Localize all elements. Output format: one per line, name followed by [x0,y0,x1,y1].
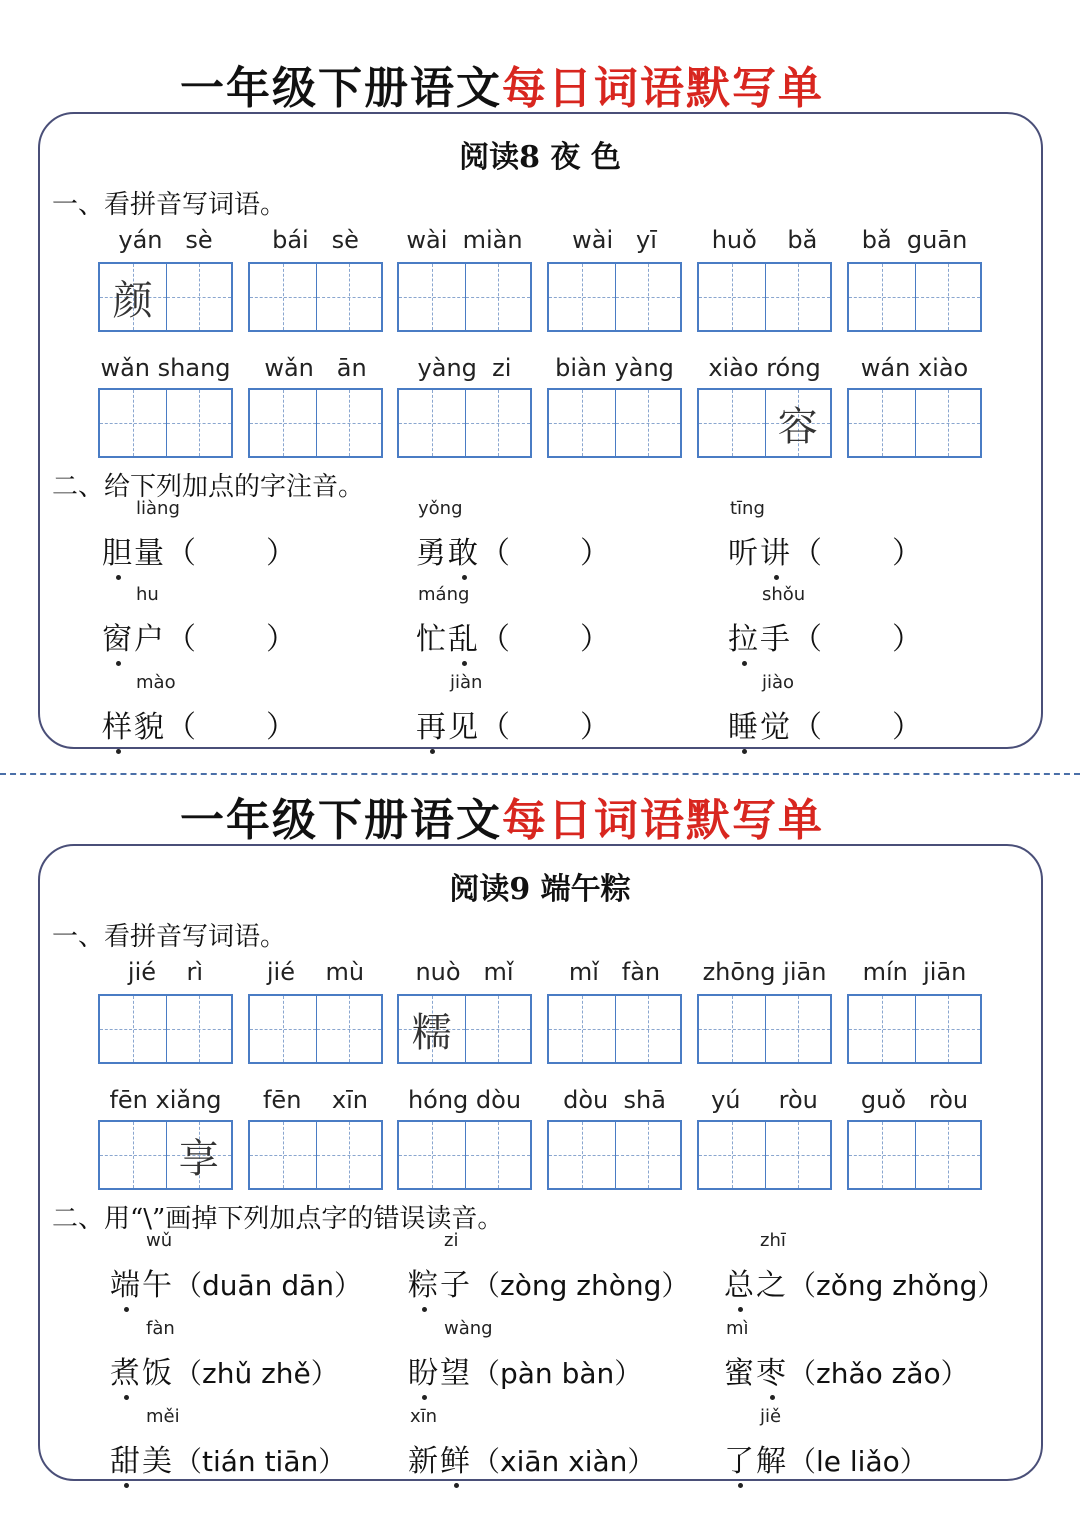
writing-grid[interactable] [248,388,383,458]
word-character: 貌 [134,710,166,745]
pinyin-label: wài yī [572,226,657,254]
writing-cell[interactable] [250,390,316,456]
cell-character [766,996,831,1062]
question-word [728,622,792,657]
pinyin-label: wán xiào [860,354,969,382]
pinyin-label: hóng dòu [407,1086,522,1114]
question-item [416,498,610,572]
sheet2-title-red: 每日词语默写单 [502,795,824,846]
question-item [102,584,296,658]
pinyin-label: xiào róng [708,354,821,382]
cell-character [250,996,316,1062]
writing-cell[interactable] [316,264,382,330]
cell-character: 糯 [411,1009,452,1056]
writing-cell[interactable] [699,264,765,330]
cell-character [616,264,681,330]
cell-character [849,1122,915,1188]
reading-choices[interactable]: （zhǔ zhě） [174,1357,339,1390]
word-character: 之 [756,1268,788,1303]
word-character: 蜜 [724,1356,756,1391]
word-character: 觉 [760,710,792,745]
pinyin-label: mín jiān [862,958,967,986]
question-item [416,672,610,746]
writing-cell[interactable] [549,264,615,330]
open-paren: （ [166,622,196,657]
open-paren: （ [792,536,822,571]
word-character: 总 [724,1260,756,1304]
question-word [110,1268,174,1303]
word-character: 子 [440,1268,472,1303]
cell-character [699,264,765,330]
open-paren: （ [792,622,822,657]
word-character: 敢 [448,528,480,572]
writing-cell[interactable] [849,264,915,330]
cell-character [699,996,765,1062]
writing-grid[interactable] [397,388,532,458]
writing-cell[interactable] [849,996,915,1062]
pinyin-hint: měi [146,1406,180,1427]
sheet2-title-black: 一年级下册语文 [180,795,502,846]
writing-grid[interactable] [547,1120,682,1190]
pinyin-label: wǎn ān [264,354,367,382]
close-paren: ） [266,622,296,657]
writing-cell[interactable] [399,1122,465,1188]
writing-grid[interactable] [98,994,233,1064]
reading-choices[interactable]: （zhǎo zǎo） [788,1357,969,1390]
word-character: 鲜 [440,1436,472,1480]
pinyin-hint: jiào [762,672,795,693]
cell-character [616,996,681,1062]
close-paren: ） [892,536,922,571]
word-character: 美 [142,1444,174,1479]
pinyin-hint: máng [418,584,470,605]
cell-character [916,1122,981,1188]
cell-character: 容 [777,403,818,450]
writing-cell[interactable] [699,390,765,456]
sheet1-lesson-title: 阅读8 夜 色 [459,140,621,175]
cell-character [100,996,166,1062]
question-word [416,622,480,657]
word-character: 新 [408,1444,440,1479]
question-item [728,672,922,746]
pinyin-label: mǐ fàn [568,958,661,986]
writing-cell[interactable] [100,1122,166,1188]
writing-grid[interactable] [397,1120,532,1190]
writing-cell[interactable] [100,996,166,1062]
close-paren: ） [580,710,610,745]
writing-cell[interactable] [465,390,531,456]
word-character: 睡 [728,702,760,746]
word-character: 饭 [142,1356,174,1391]
writing-cell[interactable] [250,264,316,330]
reading-choices[interactable]: （xiān xiàn） [472,1445,656,1478]
cell-character [466,390,531,456]
reading-choices[interactable]: （zǒng zhǒng） [788,1269,1006,1302]
writing-grid[interactable] [697,388,832,458]
pinyin-label: guǒ ròu [860,1086,969,1114]
writing-cell[interactable] [316,1122,382,1188]
cell-character [167,996,232,1062]
question-word [728,536,792,571]
cell-character [849,264,915,330]
question-word [102,710,166,745]
writing-cell[interactable] [250,1122,316,1188]
writing-cell[interactable] [549,1122,615,1188]
cell-character [399,264,465,330]
question-word [416,710,480,745]
word-character: 胆 [102,528,134,572]
writing-cell[interactable] [100,390,166,456]
writing-cell[interactable] [915,1122,981,1188]
pinyin-label: wài miàn [406,226,523,254]
sheet1-title [180,52,824,116]
word-character: 了 [724,1436,756,1480]
writing-grid[interactable] [98,1120,233,1190]
cell-character [167,390,232,456]
question-word [408,1356,472,1391]
pinyin-hint: hu [136,584,159,605]
cell-character [250,264,316,330]
pinyin-hint: shǒu [762,584,806,605]
question-item [724,1318,969,1392]
cell-character [916,264,981,330]
writing-cell[interactable] [915,390,981,456]
writing-grid[interactable] [697,994,832,1064]
writing-cell[interactable] [250,996,316,1062]
pinyin-label: zhōng jiān [702,958,827,986]
writing-grid[interactable] [697,262,832,332]
pinyin-label: jié mù [266,958,365,986]
cell-character [549,390,615,456]
reading-choices[interactable]: （zòng zhòng） [472,1269,690,1302]
word-character: 再 [416,702,448,746]
cell-character: 享 [178,1135,219,1182]
pinyin-hint: mì [726,1318,749,1339]
cell-character [549,996,615,1062]
pinyin-label: nuò mǐ [415,958,514,986]
question-item [408,1318,643,1392]
writing-grid[interactable] [248,994,383,1064]
close-paren: ） [580,536,610,571]
word-character: 粽 [408,1260,440,1304]
cell-character [549,264,615,330]
sheet2-section1: 一、看拼音写词语。 [52,922,287,952]
question-item [110,1230,363,1304]
cell-character [699,390,765,456]
writing-grid[interactable] [847,262,982,332]
writing-cell[interactable] [316,390,382,456]
word-character: 窗 [102,614,134,658]
writing-grid[interactable] [98,262,233,332]
sheet1-section1: 一、看拼音写词语。 [52,190,287,220]
word-character: 样 [102,702,134,746]
cell-character [167,264,232,330]
writing-cell[interactable] [166,264,232,330]
word-character: 手 [760,622,792,657]
writing-cell[interactable] [615,264,681,330]
question-word [102,536,166,571]
word-character: 煮 [110,1348,142,1392]
writing-cell[interactable] [849,1122,915,1188]
writing-cell[interactable] [615,996,681,1062]
cell-character [399,390,465,456]
open-paren: （ [480,622,510,657]
writing-cell[interactable] [166,996,232,1062]
cell-character [317,390,382,456]
question-word [110,1444,174,1479]
word-character: 勇 [416,536,448,571]
cell-character [466,996,531,1062]
reading-choices[interactable]: （tián tiān） [174,1445,347,1478]
word-character: 解 [756,1444,788,1479]
writing-grid[interactable] [697,1120,832,1190]
open-paren: （ [480,710,510,745]
writing-cell[interactable] [915,264,981,330]
writing-cell[interactable] [765,390,831,456]
writing-grid[interactable] [847,994,982,1064]
question-word [110,1356,174,1391]
cut-line [0,773,1080,775]
cell-character [100,1122,166,1188]
cell-character [466,264,531,330]
pinyin-hint: fàn [146,1318,175,1339]
sheet1-title-black: 一年级下册语文 [180,63,502,114]
writing-grid[interactable] [547,262,682,332]
word-character: 盼 [408,1348,440,1392]
pinyin-label: yàng zi [417,354,512,382]
writing-grid[interactable] [547,994,682,1064]
sheet2-section2: 二、用“\”画掉下列加点字的错误读音。 [52,1204,504,1234]
question-item [110,1406,347,1480]
question-word [724,1356,788,1391]
cell-character [616,1122,681,1188]
writing-grid[interactable] [547,388,682,458]
open-paren: （ [166,710,196,745]
writing-cell[interactable] [765,1122,831,1188]
question-item [728,498,922,572]
cell-character [916,390,981,456]
cell-character [466,1122,531,1188]
question-item [724,1230,1006,1304]
pinyin-label: huǒ bǎ [711,226,818,254]
writing-cell[interactable] [699,1122,765,1188]
close-paren: ） [580,622,610,657]
question-item [724,1406,928,1480]
pinyin-hint: yǒng [418,498,463,519]
writing-cell[interactable] [465,264,531,330]
question-item [416,584,610,658]
question-word [724,1444,788,1479]
writing-cell[interactable] [765,996,831,1062]
writing-grid[interactable] [98,388,233,458]
writing-cell[interactable] [699,996,765,1062]
writing-grid[interactable] [248,1120,383,1190]
cell-character [849,996,915,1062]
reading-choices[interactable]: （duān dān） [174,1269,363,1302]
pinyin-hint: jiàn [450,672,483,693]
word-character: 讲 [760,528,792,572]
cell-character: 颜 [112,277,153,324]
pinyin-label: jié rì [127,958,204,986]
cell-character [317,264,382,330]
cell-character [100,390,166,456]
pinyin-hint: zi [444,1230,459,1251]
open-paren: （ [166,536,196,571]
cell-character [317,996,382,1062]
pinyin-label: yán sè [118,226,213,254]
pinyin-label: biàn yàng [555,354,674,382]
question-item [408,1230,690,1304]
pinyin-label: fēn xiǎng [109,1086,222,1114]
question-item [102,498,296,572]
word-character: 枣 [756,1348,788,1392]
word-character: 午 [142,1268,174,1303]
pinyin-hint: tīng [730,498,765,519]
question-word [416,536,480,571]
cell-character [616,390,681,456]
writing-grid[interactable] [847,1120,982,1190]
writing-cell[interactable] [615,1122,681,1188]
question-word [728,710,792,745]
open-paren: （ [792,710,822,745]
question-item [102,672,296,746]
word-character: 甜 [110,1436,142,1480]
pinyin-hint: zhī [760,1230,786,1251]
writing-cell[interactable] [166,1122,232,1188]
pinyin-label: bái sè [272,226,359,254]
sheet2-title [180,784,824,848]
close-paren: ） [266,710,296,745]
pinyin-hint: mào [136,672,176,693]
sheet1-section2: 二、给下列加点的字注音。 [52,472,365,502]
word-character: 户 [134,622,166,657]
word-character: 望 [440,1356,472,1391]
writing-cell[interactable] [849,390,915,456]
reading-choices[interactable]: （le liǎo） [788,1445,928,1478]
writing-cell[interactable] [166,390,232,456]
pinyin-hint: wǔ [146,1230,173,1251]
pinyin-label: yú ròu [711,1086,818,1114]
writing-cell[interactable] [915,996,981,1062]
writing-cell[interactable] [549,996,615,1062]
cell-character [250,390,316,456]
writing-grid[interactable] [847,388,982,458]
pinyin-hint: xīn [410,1406,438,1427]
word-character: 听 [728,536,760,571]
writing-cell[interactable] [100,264,166,330]
writing-cell[interactable] [465,1122,531,1188]
writing-cell[interactable] [399,264,465,330]
word-character: 拉 [728,614,760,658]
sheet2-lesson-title: 阅读9 端午粽 [449,872,631,907]
cell-character [317,1122,382,1188]
pinyin-hint: wàng [444,1318,493,1339]
writing-cell[interactable] [549,390,615,456]
question-item [110,1318,339,1392]
writing-cell[interactable] [399,390,465,456]
pinyin-label: dòu shā [563,1086,666,1114]
writing-grid[interactable] [397,994,532,1064]
pinyin-label: wǎn shang [100,354,231,382]
question-word [408,1268,472,1303]
cell-character [250,1122,316,1188]
writing-grid[interactable] [248,262,383,332]
pinyin-hint: liàng [136,498,180,519]
pinyin-label: fēn xīn [262,1086,369,1114]
question-word [724,1268,788,1303]
cell-character [766,1122,831,1188]
sheet1-title-red: 每日词语默写单 [502,63,824,114]
pinyin-label: bǎ guān [861,226,968,254]
word-character: 量 [134,536,166,571]
writing-cell[interactable] [316,996,382,1062]
open-paren: （ [480,536,510,571]
cell-character [916,996,981,1062]
close-paren: ） [892,622,922,657]
cell-character [699,1122,765,1188]
question-item [728,584,922,658]
reading-choices[interactable]: （pàn bàn） [472,1357,643,1390]
word-character: 端 [110,1260,142,1304]
question-item [408,1406,656,1480]
word-character: 乱 [448,614,480,658]
cell-character [766,264,831,330]
writing-cell[interactable] [399,996,465,1062]
writing-grid[interactable] [397,262,532,332]
writing-cell[interactable] [465,996,531,1062]
word-character: 见 [448,710,480,745]
close-paren: ） [892,710,922,745]
cell-character [849,390,915,456]
writing-cell[interactable] [615,390,681,456]
question-word [408,1444,472,1479]
question-word [102,622,166,657]
writing-cell[interactable] [765,264,831,330]
cell-character [399,1122,465,1188]
close-paren: ） [266,536,296,571]
cell-character [549,1122,615,1188]
pinyin-hint: jiě [760,1406,782,1427]
word-character: 忙 [416,622,448,657]
